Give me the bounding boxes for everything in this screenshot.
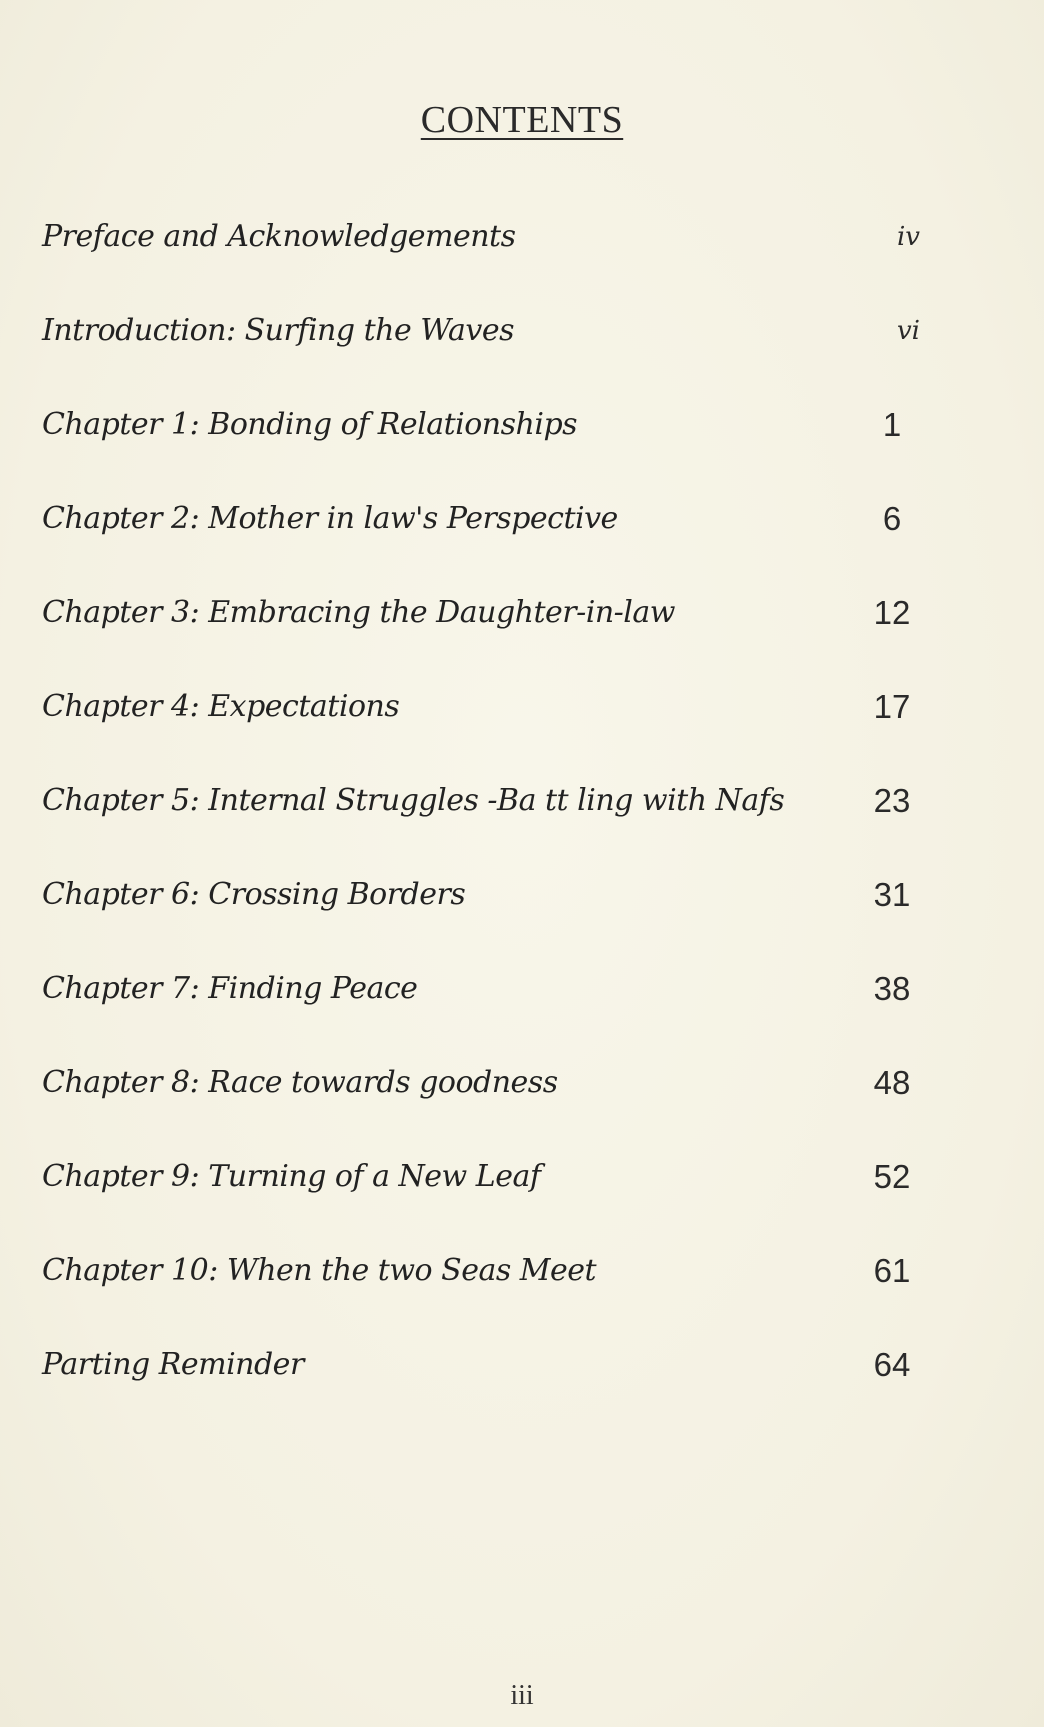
toc-entry-page: 31	[873, 876, 911, 913]
toc-entry-chapter-7	[42, 967, 922, 1061]
toc-entry-page: vi	[896, 316, 920, 346]
toc-entry-label: Chapter 10: When the two Seas Meet	[42, 1253, 597, 1288]
page-number: iii	[510, 1680, 534, 1711]
toc-entry-introduction	[42, 309, 922, 403]
toc-entry-label: Parting Reminder	[42, 1347, 304, 1382]
toc-entry-label: Chapter 4: Expectations	[42, 689, 400, 724]
toc-entry-label: Chapter 9: Turning of a New Leaf	[42, 1159, 541, 1194]
toc-entry-page: 1	[882, 406, 902, 443]
toc-entry-preface	[42, 215, 922, 309]
toc-entry-chapter-10	[42, 1249, 922, 1343]
toc-entry-parting-reminder	[42, 1343, 922, 1437]
toc-entry-chapter-6	[42, 873, 922, 967]
toc-entry-label: Chapter 3: Embracing the Daughter-in-law	[42, 595, 675, 630]
toc-entry-page: 17	[873, 688, 911, 725]
toc-entry-page: 23	[873, 782, 911, 819]
table-of-contents	[42, 215, 922, 1437]
toc-entry-chapter-4	[42, 685, 922, 779]
toc-entry-chapter-5	[42, 779, 922, 873]
toc-entry-chapter-3	[42, 591, 922, 685]
toc-entry-label: Preface and Acknowledgements	[42, 219, 516, 254]
toc-entry-page: 12	[873, 594, 911, 631]
toc-entry-label: Chapter 2: Mother in law's Perspective	[42, 501, 618, 536]
toc-entry-label: Chapter 1: Bonding of Relationships	[42, 407, 578, 442]
toc-entry-chapter-9	[42, 1155, 922, 1249]
toc-entry-label: Chapter 8: Race towards goodness	[42, 1065, 558, 1100]
toc-entry-label: Chapter 6: Crossing Borders	[42, 877, 466, 912]
toc-entry-label: Chapter 5: Internal Struggles -Ba tt ling with Nafs	[42, 783, 785, 818]
contents-heading	[0, 98, 1044, 142]
toc-entry-page: 61	[873, 1252, 911, 1289]
toc-entry-page: iv	[896, 222, 920, 252]
toc-entry-label: Chapter 7: Finding Peace	[42, 971, 418, 1006]
toc-entry-label: Introduction: Surfing the Waves	[42, 313, 514, 348]
toc-entry-page: 6	[882, 500, 902, 537]
toc-entry-page: 52	[873, 1158, 911, 1195]
toc-entry-page: 48	[873, 1064, 911, 1101]
toc-entry-chapter-2	[42, 497, 922, 591]
contents-heading-text: CONTENTS	[420, 99, 624, 141]
toc-entry-chapter-1	[42, 403, 922, 497]
toc-entry-chapter-8	[42, 1061, 922, 1155]
toc-entry-page: 64	[873, 1346, 911, 1383]
toc-entry-page: 38	[873, 970, 911, 1007]
